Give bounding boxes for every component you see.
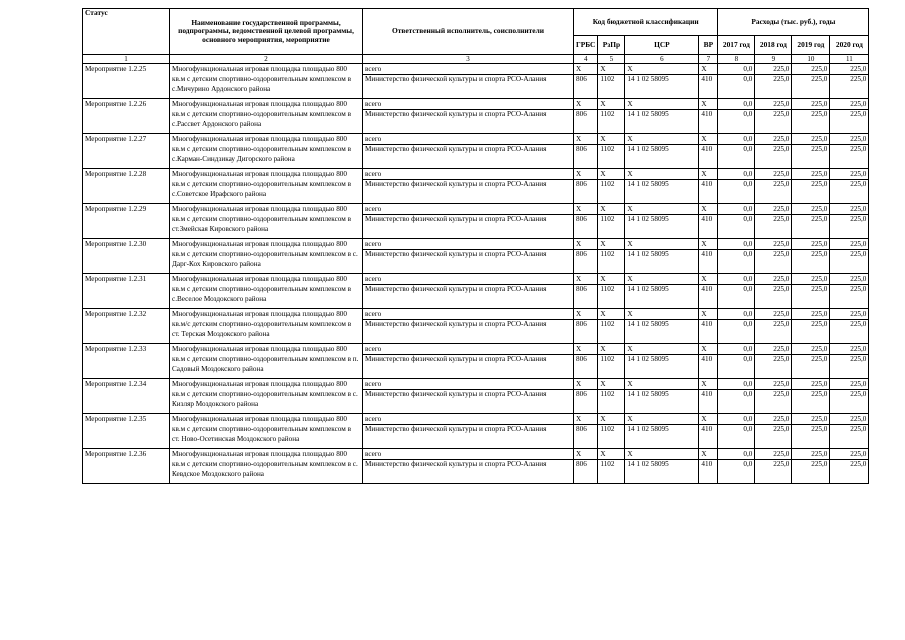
amount-2018-cell: 225,0 [755, 414, 792, 425]
amount-2020-cell: 225,0 [830, 414, 869, 425]
csr-cell: X [625, 204, 699, 215]
amount-2020-cell: 225,0 [830, 180, 869, 204]
amount-2019-cell: 225,0 [792, 449, 830, 460]
amount-2017-cell: 0,0 [718, 250, 755, 274]
amount-2018-cell: 225,0 [755, 169, 792, 180]
measure-name-cell: Многофункциональная игровая площадка площадью 800 кв.м с детским спортивно-оздоровительным комплексом в с.Веселое Моздокского района [170, 274, 363, 309]
executor-cell: Министерство физической культуры и спорта РСО-Алания [363, 425, 574, 449]
amount-2017-cell: 0,0 [718, 145, 755, 169]
executor-cell: Министерство физической культуры и спорта РСО-Алания [363, 145, 574, 169]
csr-cell: X [625, 414, 699, 425]
amount-2017-cell: 0,0 [718, 449, 755, 460]
vr-cell: 410 [699, 75, 718, 99]
amount-2017-cell: 0,0 [718, 239, 755, 250]
amount-2019-cell: 225,0 [792, 414, 830, 425]
amount-2020-cell: 225,0 [830, 425, 869, 449]
status-cell: Мероприятие 1.2.26 [83, 99, 170, 134]
amount-2017-cell: 0,0 [718, 425, 755, 449]
rzpr-cell: 1102 [598, 180, 625, 204]
amount-2020-cell: 225,0 [830, 110, 869, 134]
amount-2017-cell: 0,0 [718, 75, 755, 99]
grbs-cell: X [574, 169, 598, 180]
amount-2019-cell: 225,0 [792, 64, 830, 75]
amount-2017-cell: 0,0 [718, 169, 755, 180]
rzpr-cell: 1102 [598, 250, 625, 274]
column-number: 1 [83, 55, 170, 64]
executor-cell: всего [363, 414, 574, 425]
header-vr: ВР [699, 36, 718, 55]
vr-cell: X [699, 99, 718, 110]
rzpr-cell: 1102 [598, 75, 625, 99]
vr-cell: X [699, 274, 718, 285]
header-csr: ЦСР [625, 36, 699, 55]
csr-cell: X [625, 169, 699, 180]
amount-2019-cell: 225,0 [792, 215, 830, 239]
vr-cell: 410 [699, 250, 718, 274]
vr-cell: 410 [699, 425, 718, 449]
csr-cell: 14 1 02 58095 [625, 285, 699, 309]
vr-cell: 410 [699, 390, 718, 414]
amount-2019-cell: 225,0 [792, 110, 830, 134]
table-row [83, 379, 869, 390]
csr-cell: 14 1 02 58095 [625, 355, 699, 379]
vr-cell: X [699, 169, 718, 180]
csr-cell: X [625, 344, 699, 355]
header-2018: 2018 год [755, 36, 792, 55]
amount-2018-cell: 225,0 [755, 134, 792, 145]
rzpr-cell: 1102 [598, 425, 625, 449]
rzpr-cell: X [598, 64, 625, 75]
amount-2018-cell: 225,0 [755, 344, 792, 355]
grbs-cell: X [574, 414, 598, 425]
amount-2020-cell: 225,0 [830, 239, 869, 250]
status-cell: Мероприятие 1.2.34 [83, 379, 170, 414]
amount-2017-cell: 0,0 [718, 110, 755, 134]
executor-cell: всего [363, 169, 574, 180]
amount-2019-cell: 225,0 [792, 169, 830, 180]
csr-cell: X [625, 99, 699, 110]
executor-cell: Министерство физической культуры и спорта РСО-Алания [363, 180, 574, 204]
column-number: 10 [792, 55, 830, 64]
csr-cell: 14 1 02 58095 [625, 250, 699, 274]
table-row [83, 309, 869, 320]
amount-2020-cell: 225,0 [830, 285, 869, 309]
amount-2017-cell: 0,0 [718, 99, 755, 110]
amount-2019-cell: 225,0 [792, 75, 830, 99]
executor-cell: Министерство физической культуры и спорта РСО-Алания [363, 215, 574, 239]
amount-2017-cell: 0,0 [718, 180, 755, 204]
measure-name-cell: Многофункциональная игровая площадка площадью 800 кв.м/с детским спортивно-оздоровительным комплексом в ст. Терская Моздокского района [170, 309, 363, 344]
table-row [83, 204, 869, 215]
measure-name-cell: Многофункциональная игровая площадка площадью 800 кв.м с детским спортивно-оздоровительным комплексом в с. Кизляр Моздокского района [170, 379, 363, 414]
amount-2018-cell: 225,0 [755, 355, 792, 379]
column-number: 6 [625, 55, 699, 64]
executor-cell: всего [363, 239, 574, 250]
amount-2019-cell: 225,0 [792, 285, 830, 309]
rzpr-cell: 1102 [598, 145, 625, 169]
amount-2020-cell: 225,0 [830, 215, 869, 239]
status-cell: Мероприятие 1.2.32 [83, 309, 170, 344]
amount-2018-cell: 225,0 [755, 285, 792, 309]
status-cell: Мероприятие 1.2.27 [83, 134, 170, 169]
grbs-cell: 806 [574, 250, 598, 274]
grbs-cell: 806 [574, 145, 598, 169]
rzpr-cell: X [598, 449, 625, 460]
grbs-cell: X [574, 134, 598, 145]
grbs-cell: X [574, 99, 598, 110]
executor-cell: Министерство физической культуры и спорта РСО-Алания [363, 320, 574, 344]
amount-2018-cell: 225,0 [755, 145, 792, 169]
rzpr-cell: X [598, 309, 625, 320]
amount-2019-cell: 225,0 [792, 204, 830, 215]
header-2020: 2020 год [830, 36, 869, 55]
amount-2017-cell: 0,0 [718, 204, 755, 215]
amount-2017-cell: 0,0 [718, 355, 755, 379]
grbs-cell: X [574, 344, 598, 355]
csr-cell: 14 1 02 58095 [625, 215, 699, 239]
vr-cell: 410 [699, 320, 718, 344]
executor-cell: всего [363, 64, 574, 75]
grbs-cell: 806 [574, 215, 598, 239]
amount-2020-cell: 225,0 [830, 449, 869, 460]
amount-2017-cell: 0,0 [718, 285, 755, 309]
status-cell: Мероприятие 1.2.25 [83, 64, 170, 99]
executor-cell: всего [363, 309, 574, 320]
vr-cell: 410 [699, 145, 718, 169]
measure-name-cell: Многофункциональная игровая площадка площадью 800 кв.м с детским спортивно-оздоровительным комплексом в п. Садовый Моздокского района [170, 344, 363, 379]
amount-2018-cell: 225,0 [755, 309, 792, 320]
amount-2018-cell: 225,0 [755, 390, 792, 414]
amount-2019-cell: 225,0 [792, 239, 830, 250]
grbs-cell: X [574, 449, 598, 460]
csr-cell: X [625, 274, 699, 285]
vr-cell: X [699, 414, 718, 425]
vr-cell: 410 [699, 460, 718, 484]
amount-2018-cell: 225,0 [755, 75, 792, 99]
rzpr-cell: 1102 [598, 355, 625, 379]
header-2019: 2019 год [792, 36, 830, 55]
amount-2019-cell: 225,0 [792, 320, 830, 344]
amount-2020-cell: 225,0 [830, 320, 869, 344]
table-row [83, 414, 869, 425]
table-row [83, 99, 869, 110]
csr-cell: 14 1 02 58095 [625, 320, 699, 344]
column-number: 7 [699, 55, 718, 64]
column-number: 11 [830, 55, 869, 64]
amount-2017-cell: 0,0 [718, 215, 755, 239]
vr-cell: 410 [699, 110, 718, 134]
executor-cell: Министерство физической культуры и спорта РСО-Алания [363, 355, 574, 379]
vr-cell: X [699, 449, 718, 460]
table-row [83, 239, 869, 250]
vr-cell: X [699, 379, 718, 390]
amount-2020-cell: 225,0 [830, 460, 869, 484]
header-status: Статус [83, 9, 170, 55]
rzpr-cell: 1102 [598, 110, 625, 134]
status-cell: Мероприятие 1.2.36 [83, 449, 170, 484]
measure-name-cell: Многофункциональная игровая площадка площадью 800 кв.м с детским спортивно-оздоровительным комплексом в с. Дарг-Кох Кировского района [170, 239, 363, 274]
amount-2018-cell: 225,0 [755, 110, 792, 134]
status-cell: Мероприятие 1.2.29 [83, 204, 170, 239]
grbs-cell: 806 [574, 390, 598, 414]
rzpr-cell: 1102 [598, 460, 625, 484]
vr-cell: 410 [699, 285, 718, 309]
table-row [83, 169, 869, 180]
amount-2020-cell: 225,0 [830, 169, 869, 180]
vr-cell: X [699, 239, 718, 250]
header-name: Наименование государственной программы, подпрограммы, ведомственной целевой программы, основного мероприятия, мероприятие [170, 9, 363, 55]
amount-2018-cell: 225,0 [755, 215, 792, 239]
amount-2018-cell: 225,0 [755, 239, 792, 250]
amount-2020-cell: 225,0 [830, 204, 869, 215]
grbs-cell: X [574, 239, 598, 250]
amount-2020-cell: 225,0 [830, 145, 869, 169]
amount-2017-cell: 0,0 [718, 379, 755, 390]
amount-2019-cell: 225,0 [792, 425, 830, 449]
grbs-cell: X [574, 64, 598, 75]
measure-name-cell: Многофункциональная игровая площадка площадью 800 кв.м с детским спортивно-оздоровительным комплексом в ст.Змейская Кировского района [170, 204, 363, 239]
amount-2019-cell: 225,0 [792, 180, 830, 204]
table-body [83, 64, 869, 484]
column-number: 2 [170, 55, 363, 64]
amount-2020-cell: 225,0 [830, 344, 869, 355]
vr-cell: 410 [699, 355, 718, 379]
executor-cell: всего [363, 99, 574, 110]
amount-2019-cell: 225,0 [792, 145, 830, 169]
executor-cell: Министерство физической культуры и спорта РСО-Алания [363, 460, 574, 484]
amount-2017-cell: 0,0 [718, 134, 755, 145]
csr-cell: 14 1 02 58095 [625, 460, 699, 484]
measure-name-cell: Многофункциональная игровая площадка площадью 800 кв.м с детским спортивно-оздоровительным комплексом в с.Рассвет Ардонского района [170, 99, 363, 134]
amount-2020-cell: 225,0 [830, 99, 869, 110]
grbs-cell: 806 [574, 110, 598, 134]
column-number: 5 [598, 55, 625, 64]
rzpr-cell: X [598, 134, 625, 145]
rzpr-cell: X [598, 379, 625, 390]
amount-2018-cell: 225,0 [755, 204, 792, 215]
amount-2019-cell: 225,0 [792, 250, 830, 274]
csr-cell: X [625, 309, 699, 320]
rzpr-cell: 1102 [598, 285, 625, 309]
table-row [83, 344, 869, 355]
csr-cell: 14 1 02 58095 [625, 110, 699, 134]
executor-cell: Министерство физической культуры и спорта РСО-Алания [363, 285, 574, 309]
status-cell: Мероприятие 1.2.33 [83, 344, 170, 379]
grbs-cell: 806 [574, 75, 598, 99]
amount-2017-cell: 0,0 [718, 460, 755, 484]
header-executor: Ответственный исполнитель, соисполнители [363, 9, 574, 55]
amount-2017-cell: 0,0 [718, 390, 755, 414]
amount-2020-cell: 225,0 [830, 250, 869, 274]
vr-cell: X [699, 204, 718, 215]
rzpr-cell: X [598, 239, 625, 250]
column-number-row [83, 55, 869, 64]
amount-2017-cell: 0,0 [718, 309, 755, 320]
grbs-cell: 806 [574, 355, 598, 379]
table-row [83, 64, 869, 75]
rzpr-cell: X [598, 204, 625, 215]
budget-table [82, 8, 869, 484]
csr-cell: X [625, 64, 699, 75]
amount-2020-cell: 225,0 [830, 379, 869, 390]
executor-cell: всего [363, 134, 574, 145]
executor-cell: всего [363, 274, 574, 285]
grbs-cell: 806 [574, 425, 598, 449]
rzpr-cell: 1102 [598, 320, 625, 344]
amount-2020-cell: 225,0 [830, 75, 869, 99]
amount-2019-cell: 225,0 [792, 344, 830, 355]
csr-cell: 14 1 02 58095 [625, 180, 699, 204]
amount-2019-cell: 225,0 [792, 390, 830, 414]
amount-2018-cell: 225,0 [755, 379, 792, 390]
column-number: 3 [363, 55, 574, 64]
amount-2020-cell: 225,0 [830, 274, 869, 285]
amount-2018-cell: 225,0 [755, 425, 792, 449]
vr-cell: X [699, 64, 718, 75]
executor-cell: Министерство физической культуры и спорта РСО-Алания [363, 75, 574, 99]
amount-2017-cell: 0,0 [718, 320, 755, 344]
column-number: 8 [718, 55, 755, 64]
vr-cell: 410 [699, 215, 718, 239]
rzpr-cell: X [598, 99, 625, 110]
amount-2018-cell: 225,0 [755, 274, 792, 285]
amount-2020-cell: 225,0 [830, 355, 869, 379]
executor-cell: Министерство физической культуры и спорта РСО-Алания [363, 110, 574, 134]
amount-2019-cell: 225,0 [792, 274, 830, 285]
status-cell: Мероприятие 1.2.31 [83, 274, 170, 309]
grbs-cell: 806 [574, 460, 598, 484]
measure-name-cell: Многофункциональная игровая площадка площадью 800 кв.м с детским спортивно-оздоровительным комплексом в ст. Ново-Осетинская Моздокского района [170, 414, 363, 449]
amount-2020-cell: 225,0 [830, 309, 869, 320]
amount-2017-cell: 0,0 [718, 64, 755, 75]
amount-2018-cell: 225,0 [755, 180, 792, 204]
executor-cell: Министерство физической культуры и спорта РСО-Алания [363, 390, 574, 414]
amount-2019-cell: 225,0 [792, 355, 830, 379]
amount-2018-cell: 225,0 [755, 99, 792, 110]
executor-cell: всего [363, 379, 574, 390]
measure-name-cell: Многофункциональная игровая площадка площадью 800 кв.м с детским спортивно-оздоровительным комплексом в с.Мичурино Ардонского района [170, 64, 363, 99]
grbs-cell: X [574, 379, 598, 390]
amount-2017-cell: 0,0 [718, 274, 755, 285]
amount-2019-cell: 225,0 [792, 460, 830, 484]
csr-cell: 14 1 02 58095 [625, 75, 699, 99]
budget-sheet [82, 8, 869, 484]
csr-cell: X [625, 134, 699, 145]
executor-cell: всего [363, 449, 574, 460]
rzpr-cell: X [598, 274, 625, 285]
grbs-cell: X [574, 204, 598, 215]
header-rzpr: РзПр [598, 36, 625, 55]
status-cell: Мероприятие 1.2.35 [83, 414, 170, 449]
table-row [83, 274, 869, 285]
executor-cell: всего [363, 204, 574, 215]
amount-2018-cell: 225,0 [755, 460, 792, 484]
executor-cell: Министерство физической культуры и спорта РСО-Алания [363, 250, 574, 274]
vr-cell: 410 [699, 180, 718, 204]
amount-2017-cell: 0,0 [718, 414, 755, 425]
amount-2019-cell: 225,0 [792, 379, 830, 390]
amount-2018-cell: 225,0 [755, 64, 792, 75]
amount-2018-cell: 225,0 [755, 250, 792, 274]
column-number: 9 [755, 55, 792, 64]
measure-name-cell: Многофункциональная игровая площадка площадью 800 кв.м с детским спортивно-оздоровительным комплексом в с. Кевдское Моздокского района [170, 449, 363, 484]
grbs-cell: X [574, 274, 598, 285]
rzpr-cell: 1102 [598, 390, 625, 414]
rzpr-cell: X [598, 344, 625, 355]
csr-cell: 14 1 02 58095 [625, 425, 699, 449]
column-number: 4 [574, 55, 598, 64]
amount-2020-cell: 225,0 [830, 64, 869, 75]
grbs-cell: X [574, 309, 598, 320]
grbs-cell: 806 [574, 320, 598, 344]
table-row [83, 134, 869, 145]
measure-name-cell: Многофункциональная игровая площадка площадью 800 кв.м с детским спортивно-оздоровительным комплексом в с.Советское Ирафского района [170, 169, 363, 204]
csr-cell: X [625, 379, 699, 390]
rzpr-cell: X [598, 169, 625, 180]
header-kbk: Код бюджетной классификации [574, 9, 718, 36]
status-cell: Мероприятие 1.2.30 [83, 239, 170, 274]
amount-2020-cell: 225,0 [830, 390, 869, 414]
amount-2018-cell: 225,0 [755, 320, 792, 344]
header-grbs: ГРБС [574, 36, 598, 55]
amount-2019-cell: 225,0 [792, 99, 830, 110]
vr-cell: X [699, 344, 718, 355]
amount-2019-cell: 225,0 [792, 309, 830, 320]
amount-2019-cell: 225,0 [792, 134, 830, 145]
grbs-cell: 806 [574, 285, 598, 309]
csr-cell: X [625, 239, 699, 250]
header-expenses: Расходы (тыс. руб.), годы [718, 9, 869, 36]
amount-2020-cell: 225,0 [830, 134, 869, 145]
vr-cell: X [699, 134, 718, 145]
rzpr-cell: 1102 [598, 215, 625, 239]
rzpr-cell: X [598, 414, 625, 425]
grbs-cell: 806 [574, 180, 598, 204]
amount-2018-cell: 225,0 [755, 449, 792, 460]
csr-cell: X [625, 449, 699, 460]
table-row [83, 449, 869, 460]
measure-name-cell: Многофункциональная игровая площадка площадью 800 кв.м с детским спортивно-оздоровительным комплексом в с.Карман-Синдзикау Дигорского района [170, 134, 363, 169]
csr-cell: 14 1 02 58095 [625, 145, 699, 169]
header-2017: 2017 год [718, 36, 755, 55]
amount-2017-cell: 0,0 [718, 344, 755, 355]
executor-cell: всего [363, 344, 574, 355]
csr-cell: 14 1 02 58095 [625, 390, 699, 414]
status-cell: Мероприятие 1.2.28 [83, 169, 170, 204]
vr-cell: X [699, 309, 718, 320]
